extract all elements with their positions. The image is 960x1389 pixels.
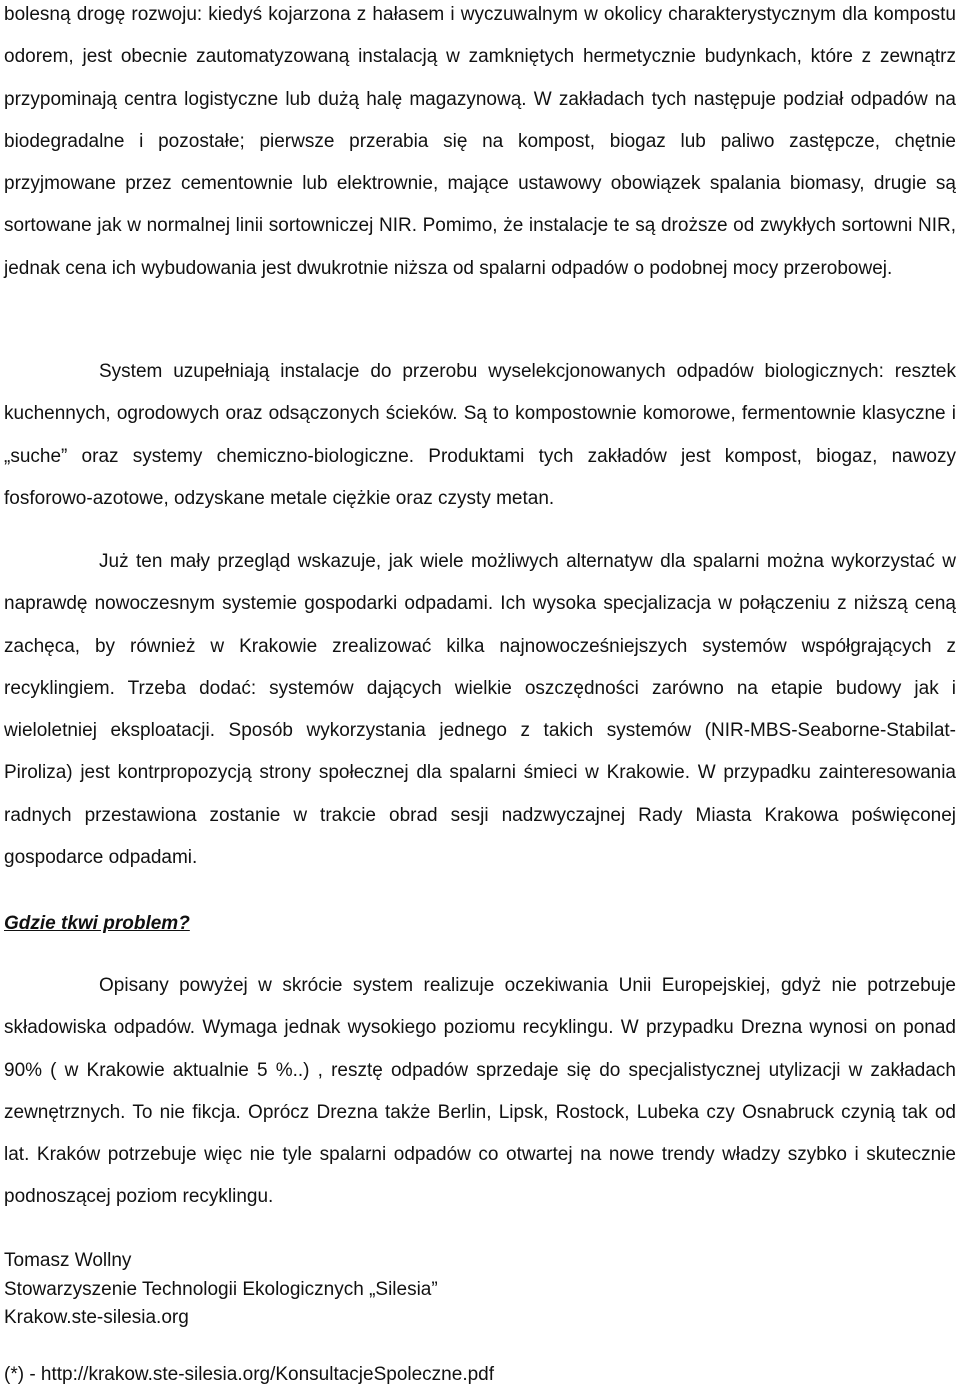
paragraph-biological-systems: System uzupełniają instalacje do przerobu wyselekcjonowanych odpadów biologicznych: resztek kuchennych, ogrodowych oraz odsączonych ścieków. Są to kompostownie komorowe, fermentownie klasyczne i „suche” oraz systemy chemiczno-biologiczne. Produktami tych zakładów jest kompost, biogaz, nawozy fosforowo-azotowe, odzyskane metale ciężkie oraz czysty metan. bbox=[4, 361, 956, 509]
paragraph-problem: Opisany powyżej w skrócie system realizuje oczekiwania Unii Europejskiej, gdyż nie potrzebuje składowiska odpadów. Wymaga jednak wysokiego poziomu recyklingu. W przypadku Drezna wynosi on ponad 90% ( w Krakowie aktualnie 5 %..) , resztę odpadów sprzedaje się do specjalistycznej utylizacji w zakładach zewnętrznych. To nie fikcja. Oprócz Drezna także Berlin, Lipsk, Rostock, Lubeka czy Osnabruck czynią tak od lat. Kraków potrzebuje więc nie tyle spalarni odpadów co otwartej na nowe trendy władzy szybko i skutecznie podnoszącej poziom recyklingu. bbox=[4, 975, 956, 1208]
author-name: Tomasz Wollny bbox=[4, 1250, 132, 1271]
paragraph-alternatives: Już ten mały przegląd wskazuje, jak wiele możliwych alternatyw dla spalarni można wykorzystać w naprawdę nowoczesnym systemie gospodarki odpadami. Ich wysoka specjalizacja w połączeniu z niższą ceną zachęca, by również w Krakowie zrealizować kilka najnowocześniejszych systemów współgrających z recyklingiem. Trzeba dodać: systemów dających wielkie oszczędności zarówno na etapie budowy jak i wieloletniej eksploatacji. Sposób wykorzystania jednego z takich systemów (NIR-MBS-Seaborne-Stabilat-Piroliza) jest kontrpropozycją strony społecznej dla spalarni śmieci w Krakowie. W przypadku zainteresowania radnych przestawiona zostanie w trakcie obrad sesji nadzwyczajnej Rady Miasta Krakowa poświęconej gospodarce odpadami. bbox=[4, 551, 956, 869]
footnote-link: (*) - http://krakow.ste-silesia.org/KonsultacjeSpoleczne.pdf bbox=[4, 1364, 495, 1385]
organization-website: Krakow.ste-silesia.org bbox=[4, 1307, 189, 1328]
organization-name: Stowarzyszenie Technologii Ekologicznych „Silesia” bbox=[4, 1278, 438, 1300]
signature-block bbox=[4, 1247, 438, 1333]
paragraph-intro: bolesną drogę rozwoju: kiedyś kojarzona z hałasem i wyczuwalnym w okolicy charakterystycznym dla kompostu odorem, jest obecnie zautomatyzowaną instalacją w zamkniętych hermetycznie budynkach, które z zewnątrz przypominają centra logistyczne lub dużą halę magazynową. W zakładach tych następuje podział odpadów na biodegradalne i pozostałe; pierwsze przerabia się na kompost, biogaz lub paliwo zastępcze, chętnie przyjmowane przez cementownie lub elektrownie, mające ustawowy obowiązek spalania biomasy, drugie są sortowane jak w normalnej linii sortowniczej NIR. Pomimo, że instalacje te są droższe od zwykłych sortowni NIR, jednak cena ich wybudowania jest dwukrotnie niższa od spalarni odpadów o podobnej mocy przerobowej. bbox=[4, 4, 956, 279]
section-heading: Gdzie tkwi problem? bbox=[4, 913, 190, 934]
